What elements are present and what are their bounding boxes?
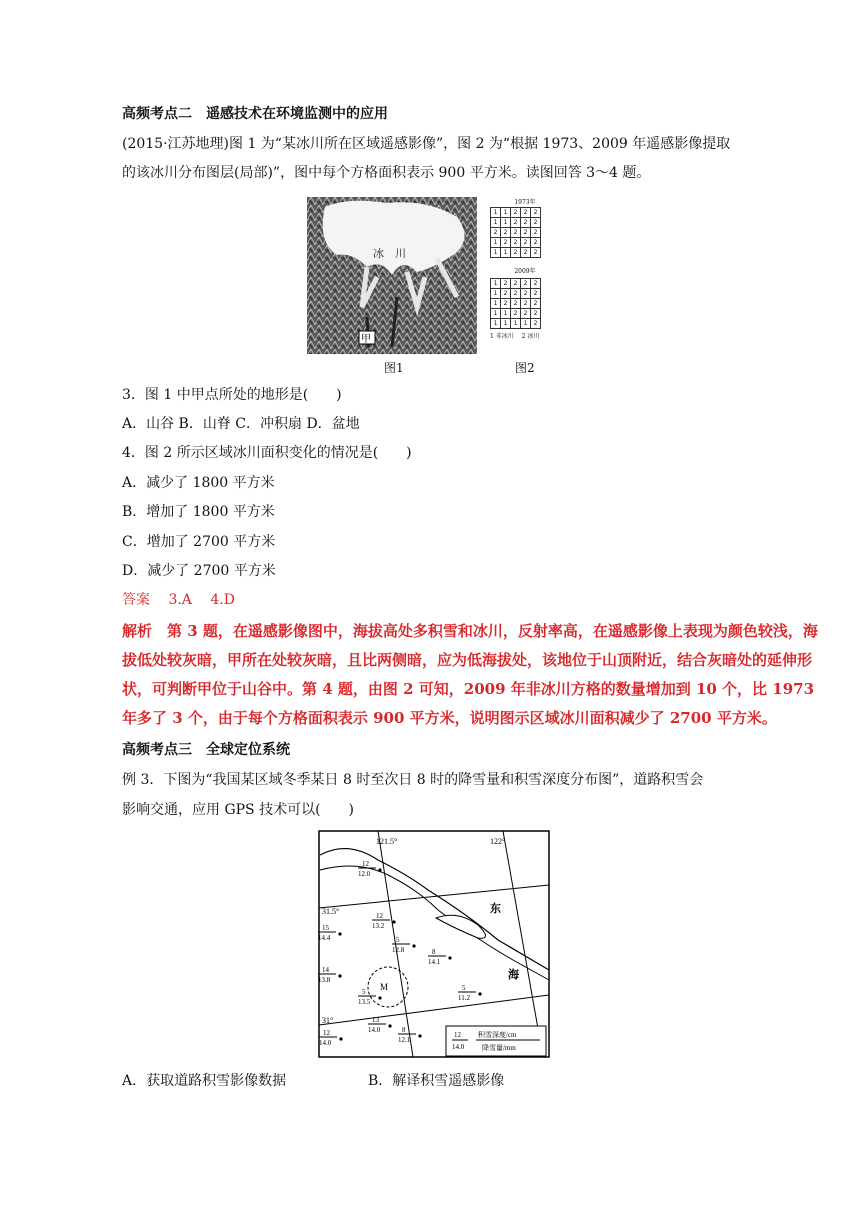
station-dot: [338, 974, 341, 977]
grid-cell: 2: [491, 228, 501, 238]
station-dot: [378, 996, 381, 999]
grid-2009-row: [491, 299, 541, 309]
legend-snowfall-label: 降雪量/mm: [482, 1044, 516, 1052]
grid-2009-row: [491, 279, 541, 289]
station-snowfall: 12.0: [358, 870, 371, 878]
question-3-options: A．山谷 B．山脊 C．冲积扇 D．盆地: [122, 416, 360, 432]
grid-cell: 2: [501, 238, 511, 248]
grid-1973-row: [491, 248, 541, 258]
grid-cell: 2: [511, 218, 521, 228]
legend-depth-label: 积雪深度/cm: [478, 1031, 517, 1039]
grid-cell: 1: [491, 309, 501, 319]
answer-line: 答案 3.A 4.D: [122, 592, 235, 608]
grid-2009-row: [491, 309, 541, 319]
intro-line-2: 的该冰川分布图层(局部)”，图中每个方格面积表示 900 平方米。读图回答 3～4 题。: [122, 165, 651, 181]
grid-1973-row: [491, 208, 541, 218]
grid-cell: 2: [501, 289, 511, 299]
grid-cell: 2: [511, 289, 521, 299]
lat-31: 31°: [322, 1016, 334, 1025]
grid-cell: 2: [501, 228, 511, 238]
grid-cell: 1: [491, 299, 501, 309]
grid-1973: [490, 207, 541, 258]
question-4-option-a: A．减少了 1800 平方米: [122, 475, 275, 491]
grid-cell: 1: [491, 238, 501, 248]
station-snowfall: 13.2: [372, 922, 385, 930]
station-depth: 15: [322, 924, 329, 932]
grid-cell: 1: [491, 248, 501, 258]
grid-cell: 2: [501, 279, 511, 289]
question-4-option-b: B．增加了 1800 平方米: [122, 504, 275, 520]
grid-cell: 2: [521, 208, 531, 218]
point-jia: 甲: [361, 334, 371, 345]
station-dot: [412, 944, 415, 947]
grid-cell: 2: [531, 279, 541, 289]
section2-title: 高频考点二 遥感技术在环境监测中的应用: [122, 106, 388, 122]
sea-label-1: 东: [490, 903, 501, 915]
station-snowfall: 14.0: [319, 1039, 332, 1047]
grid-cell: 1: [491, 289, 501, 299]
grid-cell: 1: [491, 208, 501, 218]
fig1-caption: 图1: [384, 361, 404, 375]
lat-31-5: 31.5°: [322, 907, 340, 916]
legend-depth: 12: [454, 1031, 461, 1039]
station-depth: 5: [462, 984, 466, 992]
station-dot: [392, 920, 395, 923]
station-snowfall: 12.8: [392, 946, 405, 954]
question-4-option-d: D．减少了 2700 平方米: [122, 563, 276, 579]
grid-cell: 2: [521, 228, 531, 238]
station-dot: [338, 932, 341, 935]
station-dot: [478, 992, 481, 995]
grid-cell: 2: [531, 309, 541, 319]
snowfall-map: [318, 830, 550, 1058]
option-a: A．获取道路积雪影像数据: [122, 1073, 287, 1089]
station-snowfall: 12.1: [398, 1036, 411, 1044]
question-4: 4．图 2 所示区域冰川面积变化的情况是( ): [122, 445, 412, 461]
grid-cell: 2: [531, 248, 541, 258]
grid-cell: 2: [511, 238, 521, 248]
grid-cell: 2: [521, 309, 531, 319]
station-depth: 8: [432, 948, 436, 956]
grid-cell: 1: [501, 248, 511, 258]
grid-cell: 2: [531, 299, 541, 309]
sea-label-2: 海: [508, 969, 519, 981]
grid-cell: 2: [521, 248, 531, 258]
station-depth: 12: [323, 1029, 330, 1037]
grid-cell: 2: [531, 228, 541, 238]
example-3-line-2: 影响交通，应用 GPS 技术可以( ): [122, 802, 355, 818]
grid-cell: 2: [501, 299, 511, 309]
grid-cell: 2: [521, 289, 531, 299]
grid-1973-row: [491, 228, 541, 238]
station-snowfall: 14.1: [428, 958, 441, 966]
grid-cell: 2: [531, 218, 541, 228]
station-snowfall: 14.0: [368, 1026, 381, 1034]
grid-cell: 1: [491, 279, 501, 289]
grid-1973-row: [491, 238, 541, 248]
station-depth: 12: [376, 912, 383, 920]
station-dot: [388, 1024, 391, 1027]
year-2009: 2009年: [514, 268, 536, 275]
grid-cell: 1: [491, 218, 501, 228]
station-dot: [418, 1034, 421, 1037]
grid-cell: 2: [511, 299, 521, 309]
grid-cell: 2: [531, 238, 541, 248]
station-depth: 5: [362, 988, 366, 996]
year-1973: 1973年: [514, 199, 536, 206]
grid-cell: 1: [511, 319, 521, 329]
station-snowfall: 14.4: [318, 934, 331, 942]
grid-cell: 2: [521, 218, 531, 228]
grid-cell: 2: [511, 279, 521, 289]
grid-cell: 1: [501, 319, 511, 329]
grid-cell: 2: [521, 279, 531, 289]
lon-122: 122°: [490, 837, 506, 846]
remote-sensing-image: [307, 197, 477, 354]
option-b: B．解译积雪遥感影像: [368, 1073, 505, 1089]
question-3: 3．图 1 中甲点所处的地形是( ): [122, 387, 342, 403]
grid-cell: 2: [511, 208, 521, 218]
example-3-line-1: 例 3．下图为“我国某区域冬季某日 8 时至次日 8 时的降雪量和积雪深度分布图”，道路积雪会: [122, 772, 704, 788]
grid-2009-row: [491, 319, 541, 329]
station-snowfall: 13.8: [318, 976, 331, 984]
grid-2009: [490, 278, 541, 329]
station-dot: [448, 956, 451, 959]
grid-cell: 2: [511, 309, 521, 319]
station-depth: 5: [396, 936, 400, 944]
grid-cell: 2: [531, 289, 541, 299]
station-depth: 13: [372, 1016, 379, 1024]
point-m: M: [380, 982, 389, 992]
fig2-caption: 图2: [515, 361, 535, 375]
grid-cell: 2: [531, 208, 541, 218]
analysis-text: 解析 第 3 题，在遥感影像图中，海拔高处多积雪和冰川，反射率高，在遥感影像上表现为颜色较浅，海拔低处较灰暗，甲所在处较灰暗，且比两侧暗，应为低海拔处，该地位于山顶附近，结合灰暗处的延伸形状，可判断甲位于山谷中。第 4 题，由图 2 可知，2009 年非冰川方格的数量增加到 10 个，比 1973 年多了 3 个，由于每个方格面积表示 900 平方米，说明图示区域冰川面积减少了 2700 平方米。: [122, 622, 818, 727]
station-dot: [339, 1037, 342, 1040]
section3-title: 高频考点三 全球定位系统: [122, 742, 290, 758]
grid-legend: 1 非冰川 2 冰川: [490, 333, 540, 340]
grid-cell: 1: [501, 309, 511, 319]
grid-cell: 1: [521, 319, 531, 329]
grid-2009-row: [491, 289, 541, 299]
lon-121-5: 121.5°: [376, 837, 398, 846]
station-snowfall: 11.2: [458, 994, 470, 1002]
grid-cell: 1: [491, 319, 501, 329]
station-depth: 8: [402, 1026, 406, 1034]
grid-cell: 2: [511, 248, 521, 258]
grid-cell: 2: [511, 228, 521, 238]
station-dot: [378, 868, 381, 871]
intro-line-1: (2015·江苏地理)图 1 为“某冰川所在区域遥感影像”，图 2 为“根据 1973、2009 年遥感影像提取: [122, 136, 731, 152]
station-snowfall: 13.5: [358, 998, 371, 1006]
grid-1973-row: [491, 218, 541, 228]
grid-cell: 2: [521, 238, 531, 248]
glacier-grid-figure: [490, 197, 560, 354]
station-depth: 14: [322, 966, 329, 974]
grid-cell: 1: [501, 218, 511, 228]
legend-snowfall: 14.0: [452, 1043, 465, 1051]
grid-cell: 2: [531, 319, 541, 329]
station-depth: 12: [362, 860, 369, 868]
grid-cell: 1: [501, 208, 511, 218]
glacier-label: 冰 川: [373, 247, 406, 260]
question-4-option-c: C．增加了 2700 平方米: [122, 534, 276, 550]
grid-cell: 2: [521, 299, 531, 309]
